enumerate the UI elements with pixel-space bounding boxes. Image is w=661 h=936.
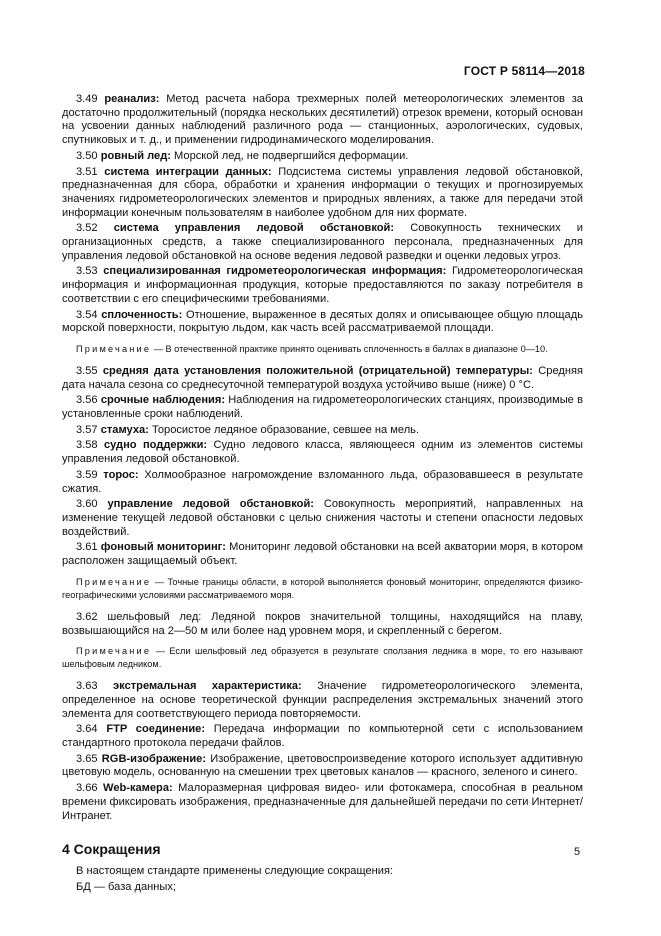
note-text: — Если шельфовый лед образуется в результате сползания ледника в море, то его называют шельфовым ледником. — [62, 646, 584, 670]
entry-number: 3.49 — [76, 93, 98, 105]
entry-number: 3.56 — [76, 394, 98, 407]
entry-number: 3.66 — [76, 782, 98, 795]
note-text: — В отечественной практике принято оценивать сплоченность в баллах в диапазоне 0—10. — [153, 343, 548, 354]
entry-definition: Холмообразное нагромождение взломанного льда, образовавшееся в результате сжатия. — [62, 468, 583, 495]
term-entry — [62, 424, 583, 438]
term-entry — [62, 265, 583, 306]
entry-definition: Малоразмерная цифровая видео- или фотокамера, способная в реальном времени фиксировать изображения, предназначенные для дальнейшей передачи по сети Интернет/Интранет. — [62, 782, 583, 822]
term-entry — [62, 166, 583, 221]
entry-definition: Метод расчета набора трехмерных полей метеорологических элементов за достаточно продолжительный (порядка нескольких десятилетий) отрезок времени, который основан на усвоении данных наблюдений различного рода — станционных, аэрологических, судовых, спутниковых и т. д., и применении гидродинамического моделирования. — [62, 93, 583, 147]
entry-term: Web-камера: — [103, 782, 173, 795]
entry-term: реанализ: — [104, 93, 160, 105]
entry-number: 3.61 — [76, 541, 98, 554]
note-label: Примечание — [76, 646, 152, 657]
entry-number: 3.51 — [76, 165, 98, 178]
abbreviation-item: БД — база данных; — [76, 880, 177, 893]
entry-number: 3.65 — [76, 752, 98, 765]
entry-number: 3.54 — [76, 308, 98, 321]
term-entry — [62, 498, 583, 539]
entry-definition: Совокупность мероприятий, направленных на изменение текущей ледовой обстановки с целью снижения частоты и степени опасности ледовых воздействий. — [62, 498, 583, 538]
entry-term: сплоченность: — [101, 308, 183, 321]
term-entry — [62, 680, 583, 721]
entry-definition: Совокупность технических и организационных средств, а также специализированного персонала, предназначенных для управления ледовой обстановкой на основе ведения ледовой разведки и оценки ледовых угроз. — [62, 222, 583, 262]
entry-number: 3.63 — [76, 680, 98, 693]
entry-definition: Судно ледового класса, являющееся одним из элементов системы управления ледовой обстановкой. — [62, 439, 584, 466]
entry-definition: Подсистема системы управления ледовой обстановкой, предназначенная для сбора, обработки и хранения информации о текущих и прогнозируемых значениях гидрометеорологических элементов и природных явлениях, а также для передачи этой информации конечным пользователям в наиболее удобном для них формате. — [62, 165, 583, 219]
entry-number: 3.59 — [76, 468, 98, 481]
note — [62, 576, 583, 602]
entry-definition: Ледяной покров значительной толщины, находящийся на плаву, возвышающийся на 2—50 м или более над уровнем моря, и скрепленный с берегом. — [62, 610, 583, 637]
term-entry — [62, 611, 583, 638]
entry-term: шельфовый лед: — [107, 610, 202, 623]
entry-term: средняя дата установления положительной (отрицательной) температуры: — [102, 364, 533, 377]
note-text: — Точные границы области, в которой выполняется фоновый мониторинг, определяются физико-географическими условиями рассматриваемого моря. — [62, 576, 583, 600]
entry-number: 3.55 — [76, 364, 98, 377]
term-entry — [62, 541, 583, 568]
term-entry — [62, 753, 583, 780]
entry-definition: Торосистое ледяное образование, севшее на мель. — [151, 423, 420, 436]
note — [62, 343, 583, 356]
entry-definition: Средняя дата начала сезона со среднесуточной температурой воздуха устойчиво выше (ниже) 0 °C. — [62, 364, 583, 391]
note-label: Примечание — [76, 576, 152, 587]
entry-definition: Наблюдения на гидрометеорологических станциях, производимые в установленные сроки наблюдений. — [62, 394, 583, 421]
entry-definition: Передача информации по компьютерной сети с использованием стандартного протокола передачи файлов. — [62, 723, 583, 750]
entry-term: торос: — [103, 468, 139, 481]
document-code: ГОСТ Р 58114—2018 — [463, 64, 585, 78]
term-entry — [62, 150, 583, 164]
entry-term: система интеграции данных: — [104, 165, 272, 178]
entry-term: FTP соединение: — [106, 723, 206, 736]
note — [62, 645, 583, 671]
entry-definition: Гидрометеорологическая информация и информационная продукция, которые предоставляются по заказу потребителя в соответствии с его специфическими требованиями. — [62, 265, 583, 305]
entry-term: RGB-изображение: — [101, 752, 207, 765]
term-entry — [62, 723, 583, 750]
entry-number: 3.60 — [76, 498, 98, 511]
page-content — [62, 93, 583, 896]
entry-definition: Морской лед, не подвергшийся деформации. — [174, 149, 409, 162]
entry-term: стамуха: — [100, 423, 149, 436]
entry-number: 3.53 — [76, 265, 98, 278]
entry-term: ровный лед: — [100, 149, 171, 162]
entry-number: 3.50 — [76, 149, 98, 162]
entry-term: экстремальная характеристика: — [113, 680, 302, 693]
note-label: Примечание — [76, 343, 152, 354]
entry-term: судно поддержки: — [103, 439, 208, 452]
section-intro: В настоящем стандарте применены следующие сокращения: — [76, 864, 394, 877]
entry-term: система управления ледовой обстановкой: — [113, 222, 395, 235]
entry-definition: Отношение, выраженное в десятых долях и описывающее общую площадь морской поверхности, покрытую льдом, как часть всей рассматриваемой площади. — [62, 308, 583, 335]
entry-definition: Мониторинг ледовой обстановки на всей акватории моря, в котором расположен защищаемый объект. — [62, 541, 583, 568]
entry-term: специализированная гидрометеорологическая информация: — [103, 265, 447, 278]
entry-number: 3.57 — [76, 423, 98, 436]
term-entry — [62, 439, 583, 466]
entry-definition: Изображение, цветовоспроизведение которого использует аддитивную цветовую модель, основанную на смешении трех цветовых каналов — красного, зеленого и синего. — [62, 752, 584, 779]
entry-term: управление ледовой обстановкой: — [107, 498, 314, 511]
entry-definition: Значение гидрометеорологического элемента, определенное на основе теоретической функции распределения экстремальных значений этого элемента для соответствующего периода повторяемости. — [62, 680, 583, 720]
entry-number: 3.58 — [76, 439, 98, 452]
term-entry — [62, 93, 583, 148]
entry-number: 3.64 — [76, 723, 98, 736]
page-number: 5 — [574, 846, 581, 858]
entry-term: фоновый мониторинг: — [100, 541, 226, 554]
term-entry — [62, 782, 583, 823]
section-heading: 4 Сокращения — [62, 841, 161, 858]
entry-number: 3.52 — [76, 222, 98, 235]
term-entry — [62, 309, 583, 336]
term-entry — [62, 365, 583, 392]
term-entry — [62, 394, 583, 421]
term-entry — [62, 222, 583, 263]
entry-term: срочные наблюдения: — [100, 394, 226, 407]
entry-number: 3.62 — [76, 610, 98, 623]
term-entry — [62, 469, 583, 496]
